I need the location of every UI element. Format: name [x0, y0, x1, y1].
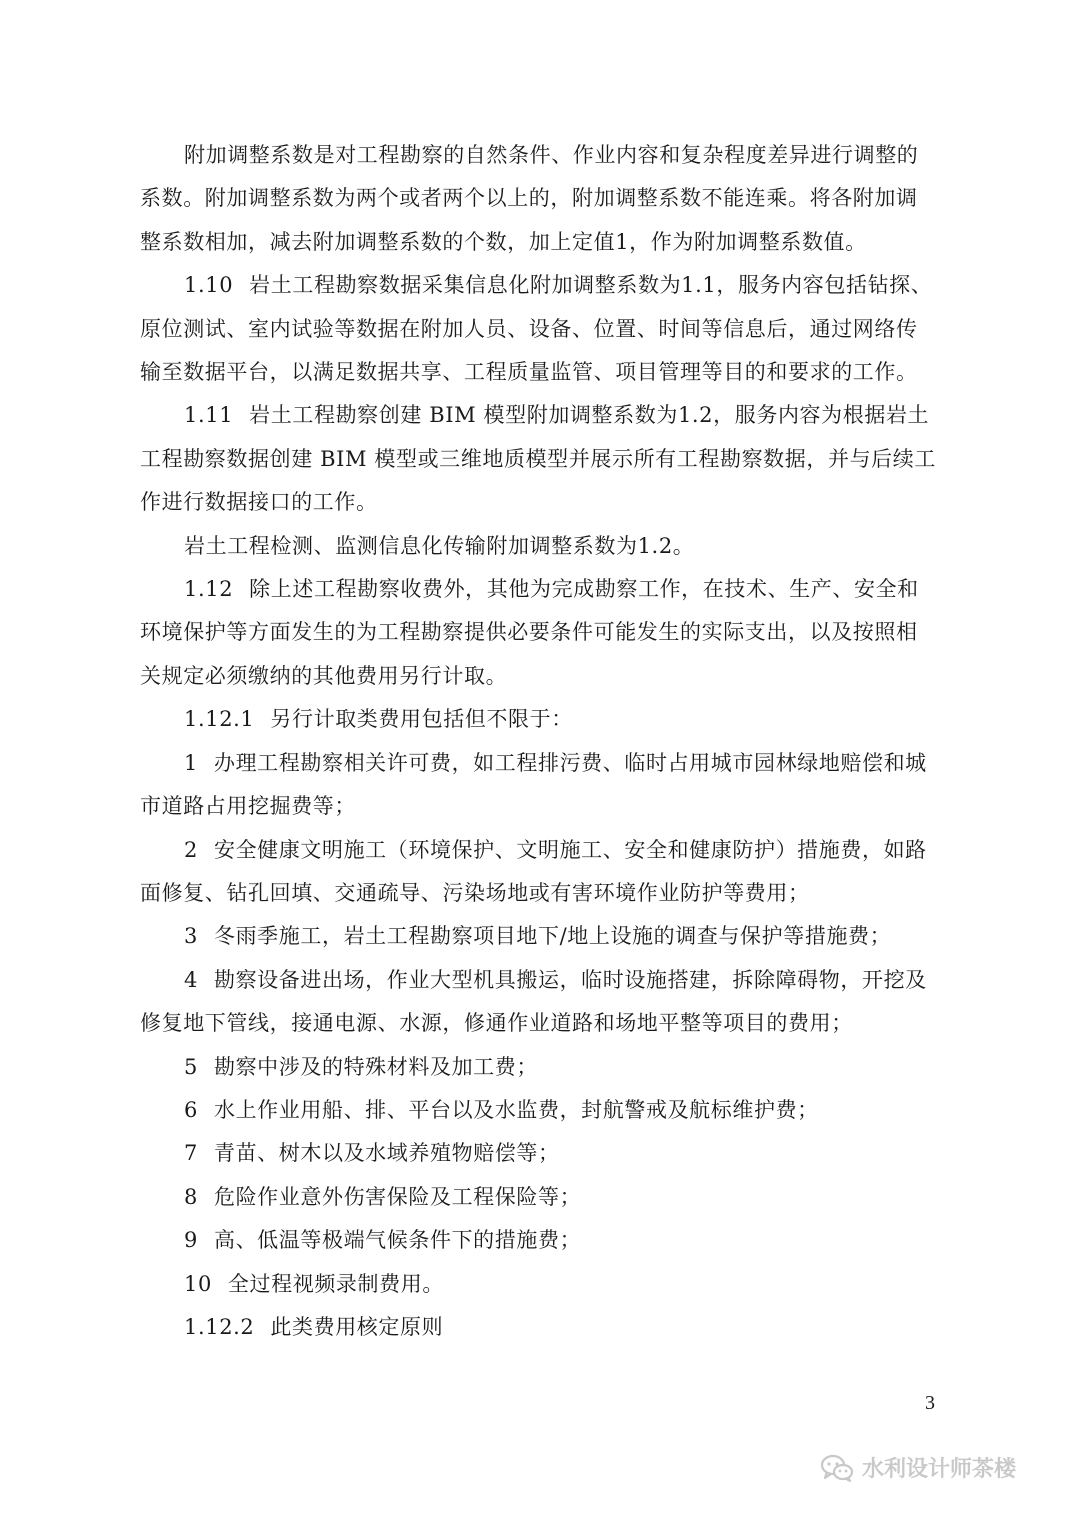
paragraph-line [140, 785, 940, 828]
paragraph-line [140, 1263, 940, 1306]
clause-number: 6 [184, 1097, 198, 1122]
line-text: 另行计取类费用包括但不限于： [270, 707, 573, 732]
line-text: 办理工程勘察相关许可费，如工程排污费、临时占用城市园林绿地赔偿和城 [213, 750, 927, 775]
paragraph-line [140, 264, 940, 307]
line-text: 青苗、树木以及水域养殖物赔偿等； [213, 1141, 560, 1166]
line-text: 岩土工程勘察数据采集信息化附加调整系数为1.1，服务内容包括钻探、 [249, 273, 933, 298]
clause-number: 10 [184, 1271, 212, 1296]
line-text: 修复地下管线，接通电源、水源，修通作业道路和场地平整等项目的费用； [140, 1011, 853, 1036]
paragraph-line [140, 655, 940, 698]
paragraph-line [140, 351, 940, 394]
line-text: 岩土工程勘察创建 BIM 模型附加调整系数为1.2，服务内容为根据岩土 [249, 403, 930, 428]
watermark-text: 水利设计师茶楼 [862, 1457, 1017, 1482]
page-number: 3 [925, 1392, 935, 1414]
line-text: 高、低温等极端气候条件下的措施费； [213, 1228, 582, 1253]
line-text: 安全健康文明施工（环境保护、文明施工、安全和健康防护）措施费，如路 [213, 837, 927, 862]
line-text: 岩土工程检测、监测信息化传输附加调整系数为1.2。 [184, 533, 695, 558]
wechat-icon [820, 1453, 854, 1483]
line-text: 全过程视频录制费用。 [227, 1271, 444, 1296]
clause-number: 1.12.1 [184, 707, 255, 732]
paragraph-line [140, 742, 940, 785]
paragraph-line [140, 915, 940, 958]
line-text: 冬雨季施工，岩土工程勘察项目地下/地上设施的调查与保护等措施费； [213, 924, 892, 949]
line-text: 市道路占用挖掘费等； [140, 794, 356, 819]
document-body [140, 134, 940, 1349]
line-text: 危险作业意外伤害保险及工程保险等； [213, 1184, 582, 1209]
line-text: 环境保护等方面发生的为工程勘察提供必要条件可能发生的实际支出，以及按照相 [140, 620, 918, 645]
paragraph-line [140, 438, 940, 481]
paragraph-line [140, 481, 940, 524]
line-text: 系数。附加调整系数为两个或者两个以上的，附加调整系数不能连乘。将各附加调 [140, 186, 918, 211]
clause-number: 1 [184, 750, 198, 775]
line-text: 附加调整系数是对工程勘察的自然条件、作业内容和复杂程度差异进行调整的 [184, 143, 919, 167]
line-text: 勘察设备进出场，作业大型机具搬运，临时设施搭建，拆除障碍物，开挖及 [213, 967, 927, 992]
watermark [820, 1452, 1016, 1483]
paragraph-line [140, 568, 940, 611]
paragraph-line [140, 872, 940, 915]
line-text: 输至数据平台，以满足数据共享、工程质量监管、项目管理等目的和要求的工作。 [140, 360, 918, 385]
clause-number: 2 [184, 837, 198, 862]
paragraph-line [140, 308, 940, 351]
paragraph-line [140, 959, 940, 1002]
paragraph-line [140, 1219, 940, 1262]
clause-number: 7 [184, 1141, 198, 1166]
clause-number: 9 [184, 1228, 198, 1253]
paragraph-line [140, 698, 940, 741]
line-text: 此类费用核定原则 [270, 1314, 444, 1339]
clause-number: 3 [184, 924, 198, 949]
clause-number: 8 [184, 1184, 198, 1209]
clause-number: 1.10 [184, 273, 234, 298]
line-text: 关规定必须缴纳的其他费用另行计取。 [140, 663, 508, 688]
clause-number: 1.11 [184, 403, 234, 428]
clause-number: 1.12 [184, 577, 234, 602]
clause-number: 5 [184, 1054, 198, 1079]
line-text: 除上述工程勘察收费外，其他为完成勘察工作，在技术、生产、安全和 [249, 577, 919, 602]
paragraph-line [140, 1089, 940, 1132]
line-text: 工程勘察数据创建 BIM 模型或三维地质模型并展示所有工程勘察数据，并与后续工 [140, 446, 936, 471]
paragraph-line [140, 177, 940, 220]
paragraph-line [140, 1046, 940, 1089]
paragraph-line [140, 1002, 940, 1045]
paragraph-line [140, 1306, 940, 1349]
paragraph-line [140, 1132, 940, 1175]
clause-number: 1.12.2 [184, 1314, 255, 1339]
line-text: 整系数相加，减去附加调整系数的个数，加上定值1，作为附加调整系数值。 [140, 229, 867, 254]
line-text: 面修复、钻孔回填、交通疏导、污染场地或有害环境作业防护等费用； [140, 880, 810, 905]
line-text: 水上作业用船、排、平台以及水监费，封航警戒及航标维护费； [213, 1097, 819, 1122]
paragraph-line [140, 394, 940, 437]
paragraph-line [140, 1176, 940, 1219]
paragraph-line [140, 221, 940, 264]
line-text: 原位测试、室内试验等数据在附加人员、设备、位置、时间等信息后，通过网络传 [140, 316, 918, 341]
line-text: 勘察中涉及的特殊材料及加工费； [213, 1054, 538, 1079]
paragraph-line [140, 829, 940, 872]
line-text: 作进行数据接口的工作。 [140, 490, 378, 515]
paragraph-line [140, 611, 940, 654]
paragraph-line [140, 525, 940, 568]
clause-number: 4 [184, 967, 198, 992]
paragraph-line [140, 134, 940, 177]
